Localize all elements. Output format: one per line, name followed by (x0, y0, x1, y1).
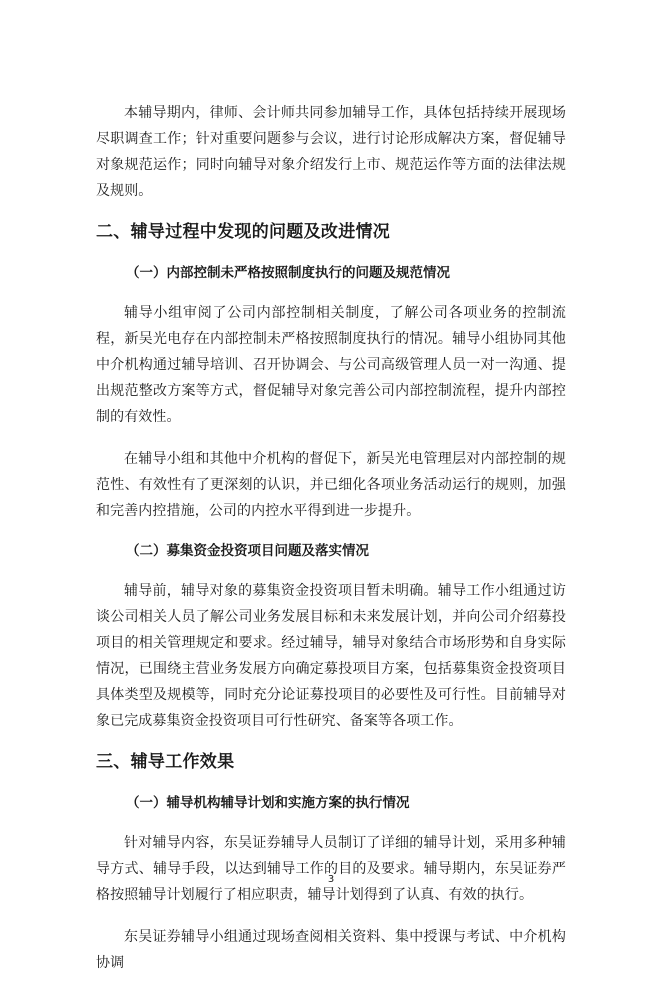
page-number: 3 (327, 874, 335, 885)
paragraph-2-1-1: 辅导小组审阅了公司内部控制相关制度，了解公司各项业务的控制流程，新吴光电存在内部控制未严格按照制度执行的情况。辅导小组协同其他中介机构通过辅导培训、召开协调会、与公司高级管理人员一对一沟通、提出规范整改方案等方式，督促辅导对象完善公司内部控制流程，提升内部控制的有效性。 (96, 305, 566, 425)
paragraph-2-1-2: 在辅导小组和其他中介机构的督促下，新吴光电管理层对内部控制的规范性、有效性有了更深刻的认识，并已细化各项业务活动运行的规则，加强和完善内控措施，公司的内控水平得到进一步提升。 (96, 451, 566, 519)
subsection-heading-3-1: （一）辅导机构辅导计划和实施方案的执行情况 (126, 795, 410, 811)
intro-paragraph: 本辅导期内，律师、会计师共同参加辅导工作，具体包括持续开展现场尽职调查工作；针对重要问题参与会议，进行讨论形成解决方案，督促辅导对象规范运作；同时向辅导对象介绍发行上市、规范运作等方面的法律法规及规则。 (96, 105, 566, 199)
page-content (96, 100, 566, 992)
paragraph-3-1-1: 针对辅导内容，东吴证券辅导人员制订了详细的辅导计划，采用多种辅导方式、辅导手段，以达到辅导工作的目的及要求。辅导期内，东吴证券严格按照辅导计划履行了相应职责，辅导计划得到了认真、有效的执行。 (96, 835, 566, 903)
subsection-heading-2-1: （一）内部控制未严格按照制度执行的问题及规范情况 (126, 265, 450, 281)
subsection-heading-2-2: （二）募集资金投资项目问题及落实情况 (126, 543, 369, 559)
paragraph-3-1-2: 东吴证券辅导小组通过现场查阅相关资料、集中授课与考试、中介机构协调 (96, 929, 566, 971)
section-heading-2: 二、辅导过程中发现的问题及改进情况 (96, 222, 391, 242)
section-heading-3: 三、辅导工作效果 (96, 752, 235, 772)
paragraph-2-2-1: 辅导前，辅导对象的募集资金投资项目暂未明确。辅导工作小组通过访谈公司相关人员了解公司业务发展目标和未来发展计划，并向公司介绍募投项目的相关管理规定和要求。经过辅导，辅导对象结合市场形势和自身实际情况，已围绕主营业务发展方向确定募投项目方案，包括募集资金投资项目具体类型及规模等，同时充分论证募投项目的必要性及可行性。目前辅导对象已完成募集资金投资项目可行性研究、备案等各项工作。 (96, 583, 566, 729)
